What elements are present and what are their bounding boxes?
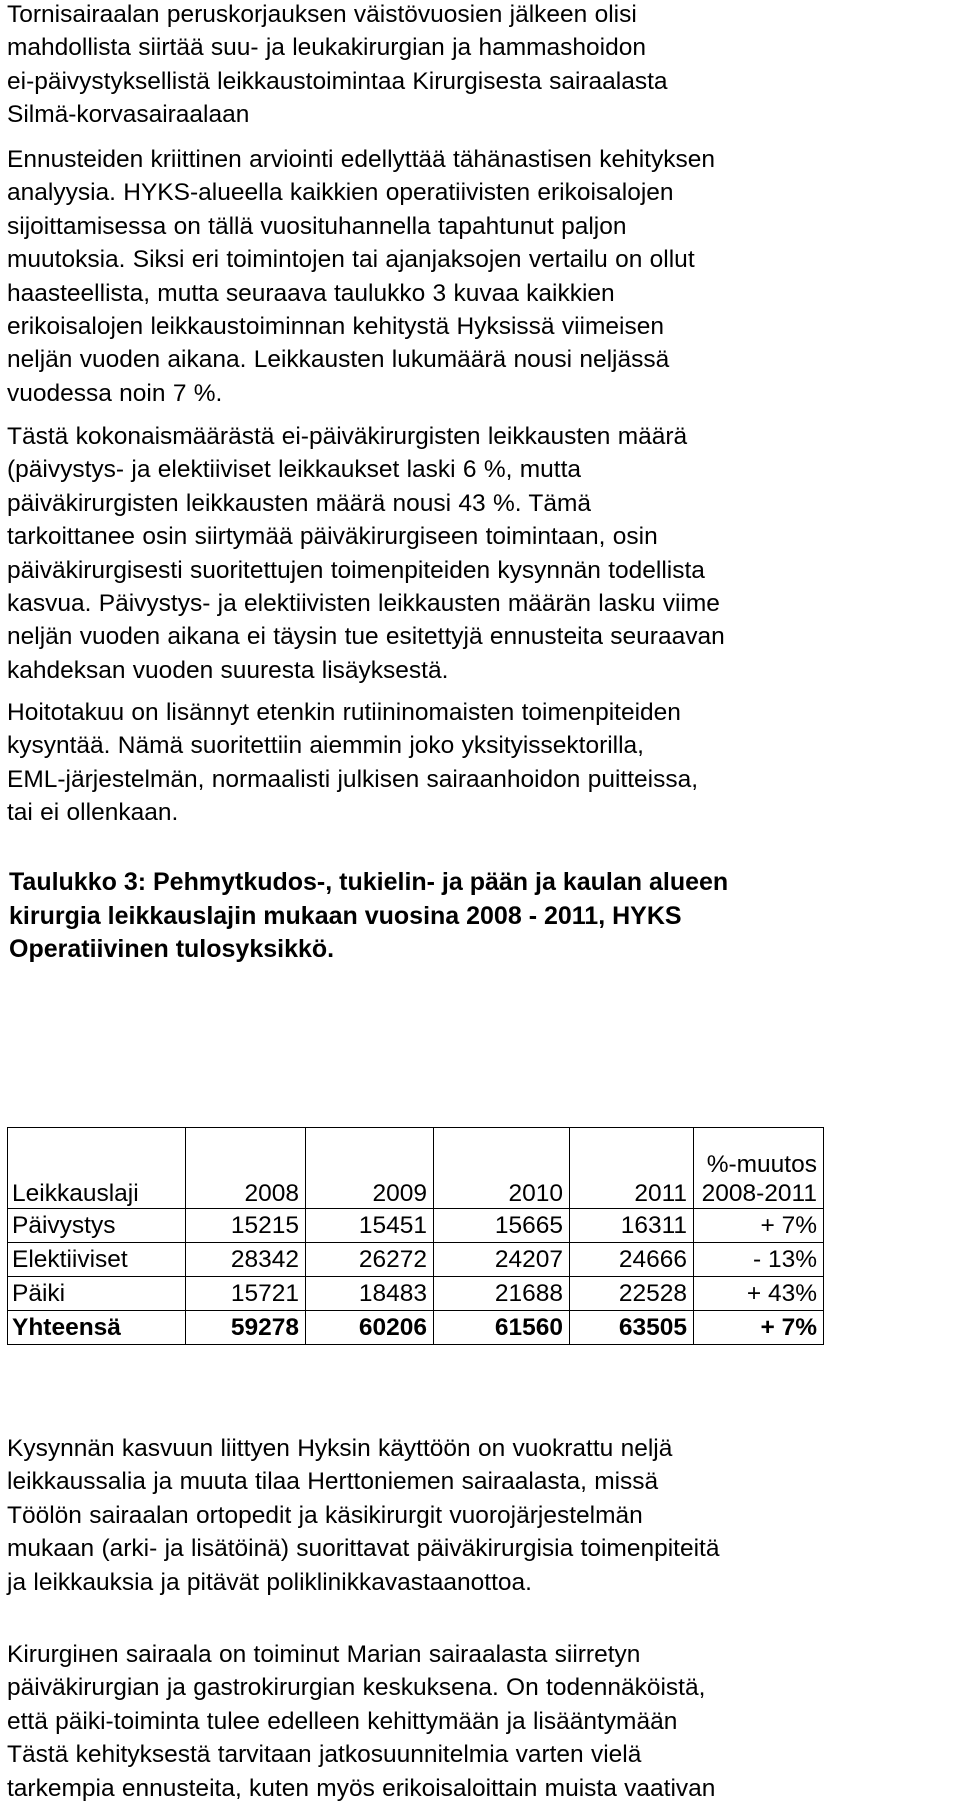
table-total-row xyxy=(8,1311,824,1345)
cell-2008: 59278 xyxy=(186,1311,306,1345)
header-change xyxy=(694,1128,824,1209)
table-caption: Taulukko 3: Pehmytkudos-, tukielin- ja pään ja kaulan alueen kirurgia leikkauslajin mukaan vuosina 2008 - 2011, HYKS Operatiivinen tulosyksikkö. xyxy=(9,868,729,963)
paragraph-3: Tästä kokonaismäärästä ei-päiväkirurgisten leikkausten määrä (päivystys- ja elektiiviset leikkaukset laski 6 %, mutta päiväkirurgisten leikkausten määrä nousi 43 %. Tämä tarkoittanee osin siirtymää päiväkirurgiseen toimintaan, osin päiväkirurgisesti suoritettujen toimenpiteiden kysynnän todellista kasvua. Päivystys- ja elektiivisten leikkausten määrän lasku viime neljän vuoden aikana ei täysin tue esitettyjä ennusteita seuraavan kahdeksan vuoden suuresta lisäyksestä. xyxy=(7,423,725,684)
cell-2009: 18483 xyxy=(306,1277,434,1311)
cell-2008: 28342 xyxy=(186,1243,306,1277)
header-change-line1: %-muutos xyxy=(706,1151,817,1178)
header-2008: 2008 xyxy=(186,1128,306,1209)
paragraph-1: Tornisairaalan peruskorjauksen väistövuosien jälkeen olisi mahdollista siirtää suu- ja leukakirurgian ja hammashoidon ei-päivystyksellistä leikkaustoimintaa Kirurgisesta sairaalasta Silmä-korvasairaalaan xyxy=(7,1,668,129)
cell-2010: 24207 xyxy=(434,1243,570,1277)
row-type: Yhteensä xyxy=(8,1311,186,1345)
cell-2008: 15215 xyxy=(186,1209,306,1243)
data-table xyxy=(7,1127,824,1345)
header-2010: 2010 xyxy=(434,1128,570,1209)
table-row xyxy=(8,1209,824,1243)
table-row xyxy=(8,1243,824,1277)
paragraph-5: Kysynnän kasvuun liittyen Hyksin käyttöön on vuokrattu neljä leikkaussalia ja muuta tilaa Herttoniemen sairaalasta, missä Töölön sairaalan ortopedit ja käsikirurgit vuorojärjestelmän mukaan (arki- ja lisätöinä) suorittavat päiväkirurgisia toimenpiteitä ja leikkauksia ja pitävät poliklinikkavastaanottoa. xyxy=(7,1435,720,1596)
row-type: Elektiiviset xyxy=(8,1243,186,1277)
cell-2011: 63505 xyxy=(570,1311,694,1345)
cell-2010: 21688 xyxy=(434,1277,570,1311)
cell-change: + 7% xyxy=(694,1209,824,1243)
header-2009: 2009 xyxy=(306,1128,434,1209)
paragraph-6: Kirurgінen sairaala on toiminut Marian sairaalasta siirretyn päiväkirurgian ja gastrokirurgian keskuksena. On todennäköistä, että päiki-toiminta tulee edelleen kehittymään ja lisääntymään Tästä kehityksestä tarvitaan jatkosuunnitelmia varten vielä tarkempia ennusteita, kuten myös erikoisaloittain muista vaativan xyxy=(7,1641,716,1802)
cell-2009: 15451 xyxy=(306,1209,434,1243)
row-type: Päivystys xyxy=(8,1209,186,1243)
cell-2011: 24666 xyxy=(570,1243,694,1277)
cell-change: - 13% xyxy=(694,1243,824,1277)
header-type: Leikkauslaji xyxy=(8,1128,186,1209)
table-row xyxy=(8,1277,824,1311)
row-type: Päiki xyxy=(8,1277,186,1311)
cell-change: + 7% xyxy=(694,1311,824,1345)
cell-2010: 15665 xyxy=(434,1209,570,1243)
table-header-row xyxy=(8,1128,824,1209)
cell-2011: 22528 xyxy=(570,1277,694,1311)
cell-2009: 60206 xyxy=(306,1311,434,1345)
cell-2011: 16311 xyxy=(570,1209,694,1243)
paragraph-2: Ennusteiden kriittinen arviointi edellyttää tähänastisen kehityksen analyysia. HYKS-alueella kaikkien operatiivisten erikoisalojen sijoittamisessa on tällä vuosituhannella tapahtunut paljon muutoksia. Siksi eri toimintojen tai ajanjaksojen vertailu on ollut haasteellista, mutta seuraava taulukko 3 kuvaa kaikkien erikoisalojen leikkaustoiminnan kehitystä Hyksissä viimeisen neljän vuoden aikana. Leikkausten lukumäärä nousi neljässä vuodessa noin 7 %. xyxy=(7,146,715,407)
cell-2009: 26272 xyxy=(306,1243,434,1277)
cell-2008: 15721 xyxy=(186,1277,306,1311)
cell-2010: 61560 xyxy=(434,1311,570,1345)
paragraph-4: Hoitotakuu on lisännyt etenkin rutiininomaisten toimenpiteiden kysyntää. Nämä suoritettiin aiemmin joko yksityissektorilla, EML-järjestelmän, normaalisti julkisen sairaanhoidon puitteissa, tai ei ollenkaan. xyxy=(7,699,699,827)
cell-change: + 43% xyxy=(694,1277,824,1311)
header-change-line2: 2008-2011 xyxy=(701,1180,817,1207)
header-2011: 2011 xyxy=(570,1128,694,1209)
